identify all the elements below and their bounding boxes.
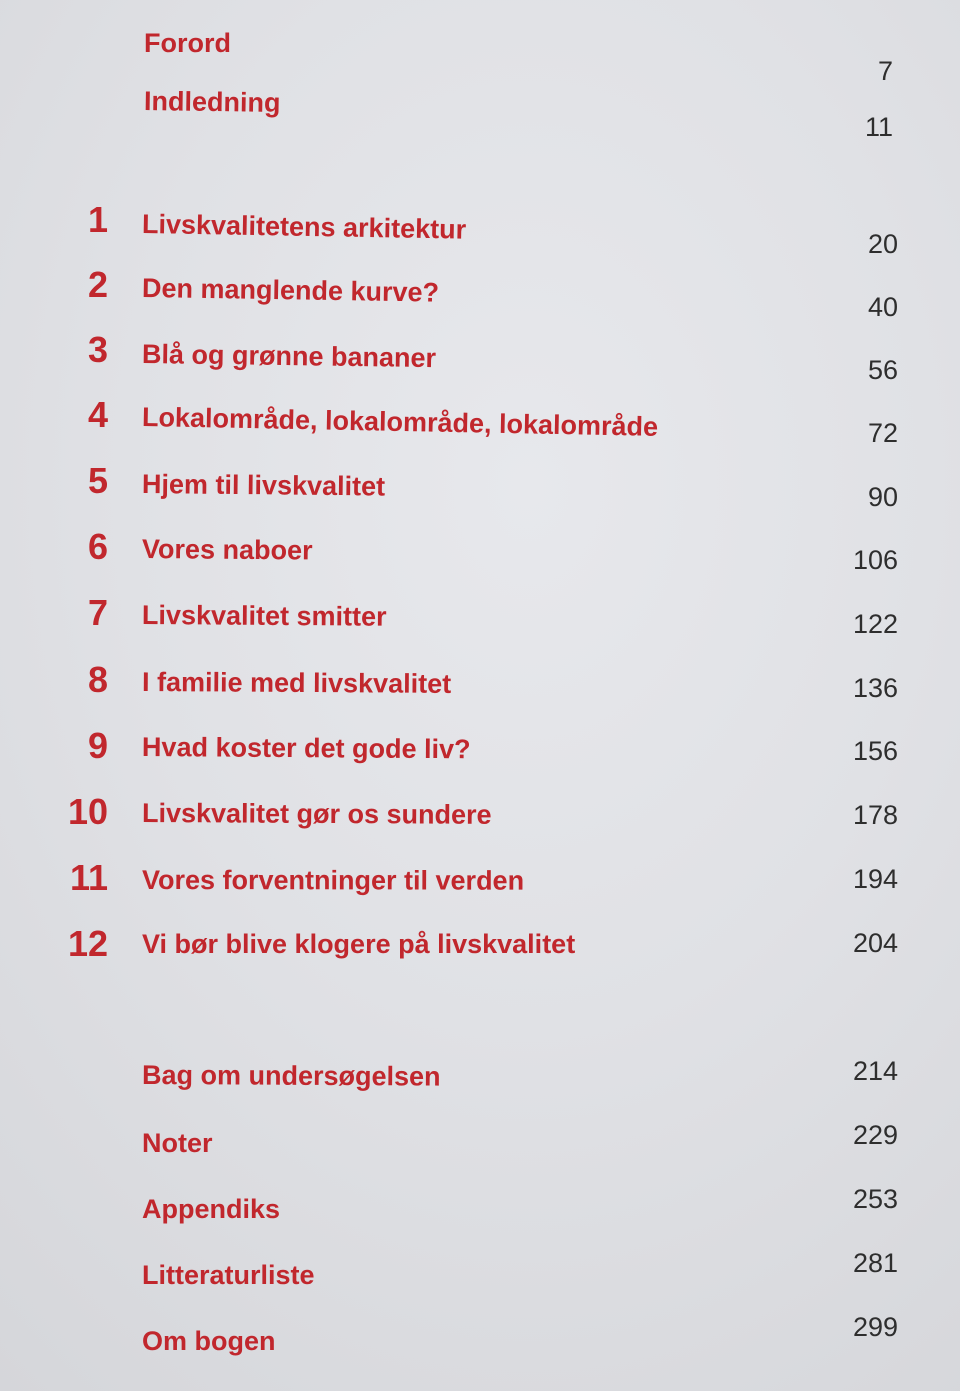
- page-number: 299: [852, 1312, 898, 1342]
- page-number: 90: [867, 482, 898, 512]
- toc-chapter-2: [0, 264, 960, 322]
- page-number: 122: [852, 609, 898, 639]
- front-matter-title: Forord: [144, 28, 231, 58]
- page-number: 194: [852, 864, 898, 894]
- chapter-number: 12: [67, 923, 108, 964]
- chapter-title: Livskvalitet gør os sundere: [141, 798, 492, 830]
- page-number: 204: [852, 928, 898, 958]
- page-number: 20: [867, 229, 898, 259]
- chapter-number: 5: [87, 460, 108, 501]
- toc-chapter-6: [0, 526, 960, 575]
- page-number: 106: [852, 545, 898, 575]
- chapter-number: 2: [87, 264, 108, 305]
- back-matter-title: Appendiks: [142, 1194, 281, 1224]
- toc-entry-litteraturliste: [0, 1248, 960, 1291]
- chapter-title: Blå og grønne bananer: [141, 339, 437, 374]
- toc-chapter-9: [0, 725, 960, 766]
- page-number: 136: [852, 673, 898, 703]
- page-number: 156: [852, 736, 898, 766]
- toc-chapter-3: [0, 329, 960, 385]
- page-number: 7: [877, 56, 893, 86]
- toc-entry-noter: [0, 1120, 960, 1159]
- toc-chapter-7: [0, 592, 960, 639]
- toc-entry-indledning: [0, 85, 960, 142]
- page-number: 281: [852, 1248, 898, 1278]
- back-matter-title: Litteraturliste: [142, 1260, 315, 1290]
- chapter-number: 6: [87, 526, 108, 567]
- page-number: 56: [867, 355, 898, 385]
- chapter-title: Hvad koster det gode liv?: [141, 732, 471, 765]
- page-number: 229: [852, 1120, 898, 1150]
- chapter-number: 9: [87, 725, 108, 766]
- page-number: 40: [867, 292, 898, 322]
- toc-chapter-11: [0, 857, 960, 898]
- chapter-title: Livskvalitet smitter: [141, 600, 387, 632]
- toc-entry-appendiks: [0, 1184, 960, 1225]
- toc-chapter-8: [0, 659, 960, 703]
- chapter-number: 10: [67, 791, 108, 832]
- toc-chapter-10: [0, 791, 960, 832]
- chapter-title: Livskvalitetens arkitektur: [141, 209, 467, 245]
- chapter-number: 7: [87, 592, 108, 633]
- back-matter-title: Noter: [142, 1128, 213, 1158]
- chapter-number: 4: [87, 394, 108, 435]
- page-number: 11: [864, 112, 893, 142]
- back-matter-title: Om bogen: [142, 1326, 276, 1356]
- chapter-title: Den manglende kurve?: [141, 273, 440, 308]
- chapter-number: 1: [87, 199, 108, 240]
- toc-entry-bag-om-undersoegelsen: [0, 1056, 960, 1092]
- toc-entry-om-bogen: [0, 1312, 960, 1357]
- chapter-title: Vi bør blive klogere på livskvalitet: [142, 929, 576, 959]
- chapter-title: Vores forventninger til verden: [141, 865, 525, 896]
- chapter-title: Hjem til livskvalitet: [141, 469, 386, 502]
- chapter-title: I familie med livskvalitet: [141, 667, 452, 699]
- page-number: 72: [867, 418, 898, 448]
- page-number: 253: [852, 1184, 898, 1214]
- toc-chapter-1: [0, 199, 960, 259]
- chapter-number: 3: [87, 329, 108, 370]
- page-number: 178: [852, 800, 898, 830]
- toc-chapter-12: [0, 923, 960, 964]
- chapter-number: 8: [87, 659, 108, 700]
- toc-chapter-4: [0, 394, 960, 448]
- page-number: 214: [852, 1056, 898, 1086]
- front-matter-title: Indledning: [143, 86, 281, 118]
- chapter-title: Vores naboer: [141, 534, 313, 566]
- chapter-title: Lokalområde, lokalområde, lokalområde: [141, 402, 659, 442]
- toc-entry-forord: [0, 27, 960, 86]
- toc-chapter-5: [0, 460, 960, 512]
- back-matter-title: Bag om undersøgelsen: [141, 1060, 441, 1092]
- chapter-number: 11: [69, 857, 108, 898]
